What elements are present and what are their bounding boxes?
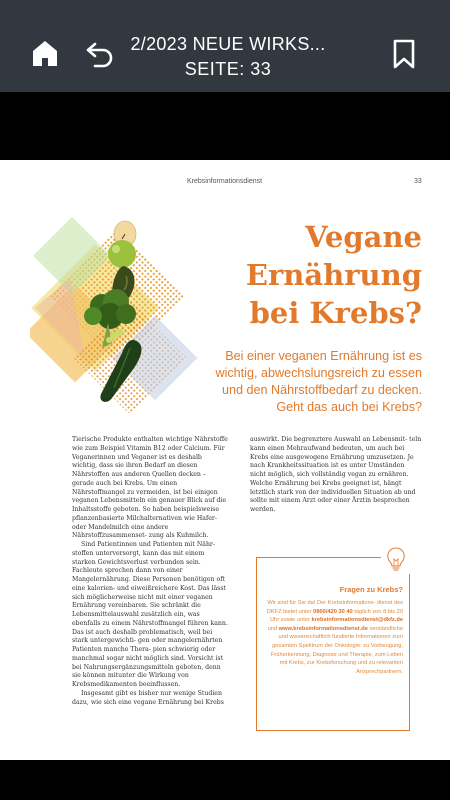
info-box-body	[265, 599, 403, 676]
website-link[interactable]: www.krebsinformationsdienst.de	[278, 625, 368, 632]
article-intro: Bei einer veganen Ernährung ist es wichtig, abwechslungsreich zu essen und den Nährstoffbedarf zu decken. Geht das auch bei Krebs?	[215, 349, 422, 414]
headline-line: Vegane	[305, 220, 422, 254]
info-box-title: Fragen zu Krebs?	[339, 585, 403, 594]
article-headline	[246, 218, 422, 332]
headline-line: bei Krebs?	[249, 296, 422, 330]
back-arrow-icon	[83, 37, 117, 71]
magazine-page[interactable]	[0, 160, 450, 760]
back-button[interactable]	[82, 36, 118, 72]
body-paragraph: Tierische Produkte enthalten wichtige Nährstoffe wie zum Beispiel Vitamin B12 oder Calcium. Für Veganerinnen und Veganer ist es deshalb wichtig, dass sie ihren Bedarf an diesen Nährstoffen aus anderen Quellen decken – gerade auch bei Krebs. Um einen Nährstoffmangel zu vermeiden, ist bei einigen veganen Lebensmitteln ein genauer Blick auf die Inhaltsstoffe geboten. So haben beispielsweise pflanzenbasierte Milchalternativen wie Hafer- oder Mandelmilch eine andere Nährstoffzusammenset- zung als Kuhmilch.	[72, 436, 228, 540]
info-text: täglich von 8 bis 20 Uhr sowie unter	[270, 608, 403, 624]
bookmark-icon	[392, 38, 416, 70]
headline-line: Ernährung	[245, 258, 422, 292]
email-link[interactable]: krebsinformationsdienst@dkfz.de	[311, 617, 403, 624]
page-indicator: SEITE: 33	[184, 59, 272, 79]
info-box	[256, 557, 410, 731]
vegetables-illustration	[30, 208, 205, 413]
running-head: Krebsinformationsdienst	[187, 178, 263, 185]
phone-link[interactable]: 0800/420 30 40	[313, 608, 353, 615]
home-button[interactable]	[28, 36, 62, 70]
body-paragraph: auswirkt. Die begrenztere Auswahl an Lebensmit- teln kann einen Mehraufwand bedeuten, um auch bei Krebs eine ausgewogene Ernährung umzusetzen. Je nach Krankheitssituation ist es unter Umständen nicht möglich, sich vollständig vegan zu ernähren. Welche Ernährung bei Krebs geeignet ist, hängt letztlich stark von der individuellen Situation ab und sollte mit einem Arzt oder einer Ärztin besprochen werden.	[250, 436, 422, 513]
body-paragraph: Insgesamt gibt es bisher nur wenige Studien dazu, wie sich eine vegane Ernährung bei Krebs	[72, 689, 224, 706]
body-column-left	[72, 436, 228, 707]
lightbulb-icon	[381, 544, 411, 574]
info-text: und	[267, 625, 279, 632]
app-bar	[0, 0, 450, 92]
page-number: 33	[414, 178, 422, 185]
info-text: Wir sind für Sie da! Der Krebsinformations- dienst des DKFZ bietet unter	[266, 600, 403, 615]
info-text: verständliche und wissenschaftlich fundierte Informationen zum gesamten Spektrum der Onkologie: zu Vorbeugung, Früherkennung, Diagnose und Therapie, zum Leben mit Krebs, zur Krebsforschung und zu relevanten Ansprechpartnern.	[270, 625, 403, 675]
home-icon	[28, 36, 62, 70]
document-title: 2/2023 NEUE WIRKS...	[130, 34, 326, 54]
body-column-right	[250, 436, 422, 515]
body-paragraph: Sind Patientinnen und Patienten mit Nähr- stoffen unterversorgt, kann das mit einem starken Gewichtsverlust verbunden sein. Fachleute sprechen dann von einer Mangelernährung. Diese Personen benötigen oft eine kalorien- und eiweißreichere Kost. Das lässt sich möglicherweise nicht mit einer veganen Ernährung vereinbaren. Sie schränkt die Lebensmittelauswahl zusätzlich ein, was ebenfalls zu einem Nährstoffmangel führen kann. Das ist auch deshalb problematisch, weil bei stark untergewichti- gen oder mangelernährten Patienten manche Thera- pien schwierig oder manchmal sogar nicht möglich sind. Vorsicht ist bei Nahrungsergänzungsmitteln geboten, denn sie können mitunter die Wirkung von Krebsmedikamenten beeinflussen.	[72, 541, 228, 688]
bookmark-button[interactable]	[388, 36, 420, 72]
